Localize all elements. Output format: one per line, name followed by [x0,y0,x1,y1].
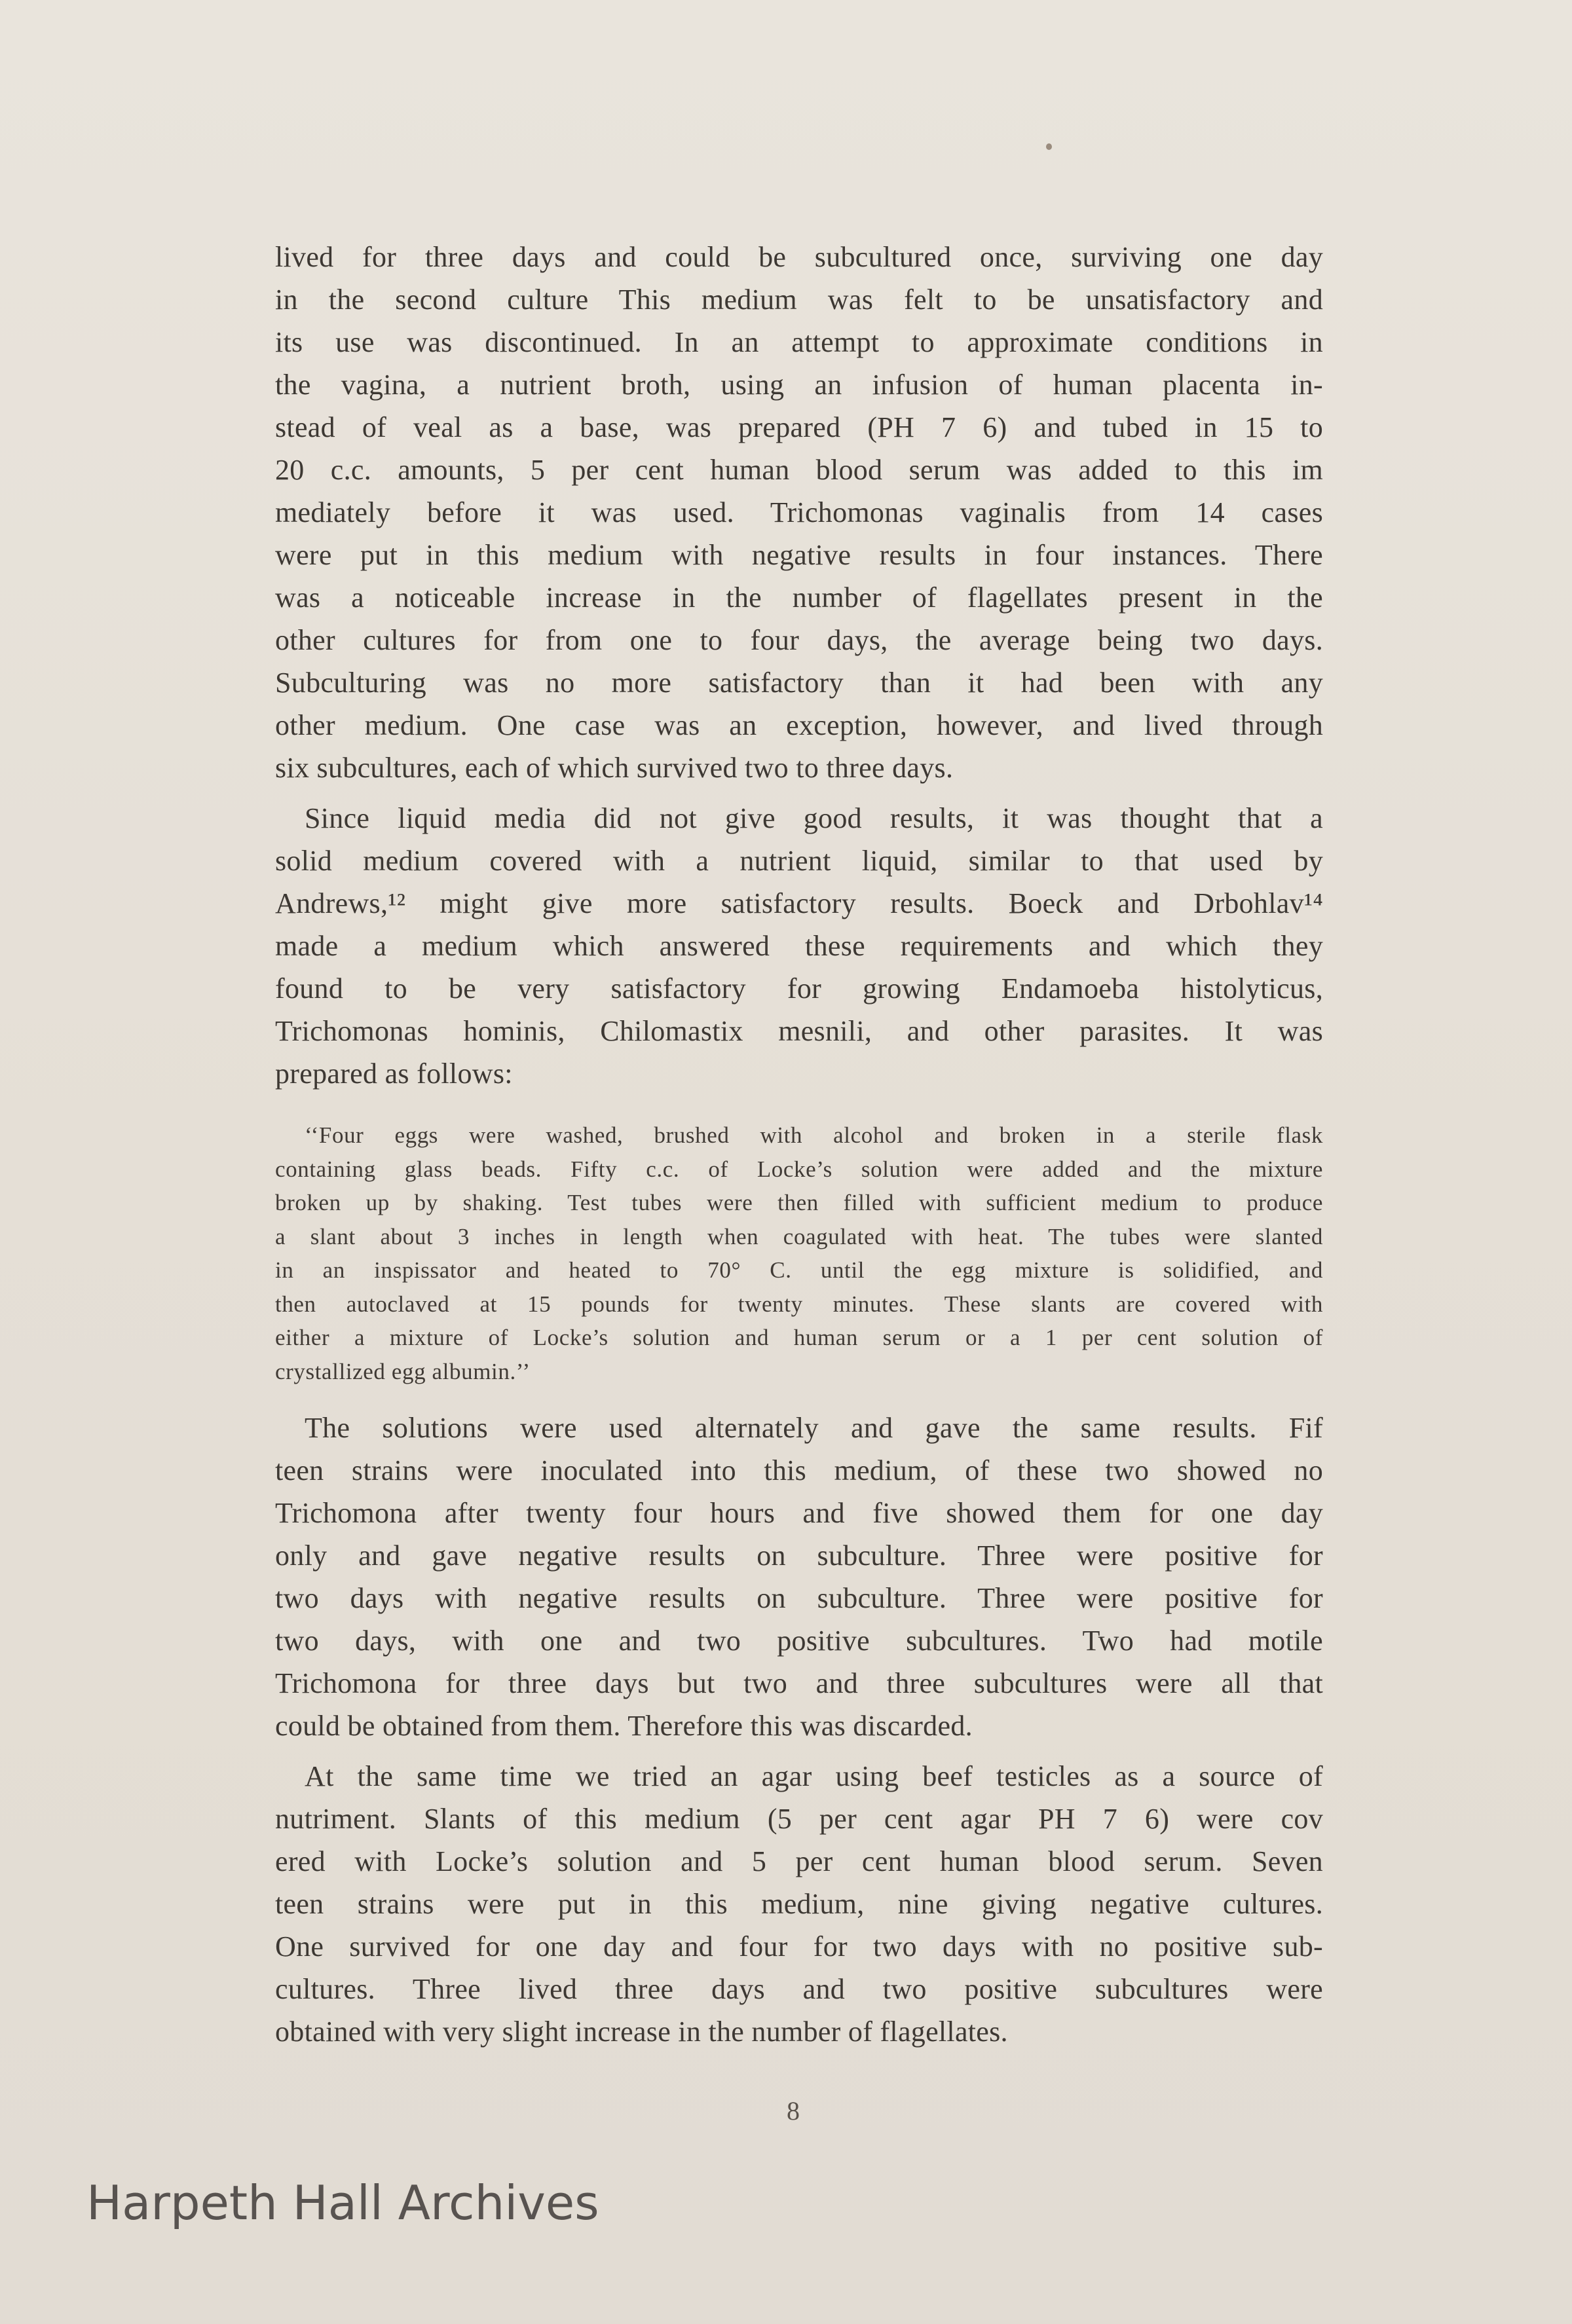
text-line: mediately before it was used. Trichomonas vaginalis from 14 cases [275,496,1323,528]
text-line: At the same time we tried an agar using beef testicles as a source of [305,1760,1323,1792]
text-line: Subculturing was no more satisfactory than it had been with any [275,667,1323,699]
paper-speck [1046,143,1052,150]
text-line: obtained with very slight increase in the number of flagellates. [275,2016,1008,2048]
text-line: cultures. Three lived three days and two positive subcultures were [275,1973,1323,2005]
paragraph-continuation [275,236,1323,789]
text-line: 20 c.c. amounts, 5 per cent human blood serum was added to this im [275,454,1323,486]
text-line: were put in this medium with negative results in four instances. There [275,539,1323,571]
text-line: in the second culture This medium was felt to be unsatisfactory and [275,284,1323,316]
text-line: could be obtained from them. Therefore this was discarded. [275,1710,973,1742]
quote-line: ‘‘Four eggs were washed, brushed with alcohol and broken in a sterile flask [305,1122,1323,1148]
text-line: teen strains were put in this medium, nine giving negative cultures. [275,1888,1323,1920]
text-line: lived for three days and could be subcultured once, surviving one day [275,241,1323,273]
text-line: teen strains were inoculated into this medium, of these two showed no [275,1454,1323,1486]
text-line: One survived for one day and four for two days with no positive sub- [275,1930,1323,1963]
text-line: other medium. One case was an exception, however, and lived through [275,709,1323,741]
block-quote [275,1118,1323,1388]
text-line: Andrews,¹² might give more satisfactory results. Boeck and Drbohlav¹⁴ [275,887,1323,919]
page-number: 8 [787,2096,800,2126]
text-line: only and gave negative results on subculture. Three were positive for [275,1540,1323,1572]
paragraph-agar [275,1755,1323,2053]
text-line: Trichomona after twenty four hours and five showed them for one day [275,1497,1323,1529]
quote-line: broken up by shaking. Test tubes were then filled with sufficient medium to produce [275,1190,1323,1215]
text-line: Trichomona for three days but two and three subcultures were all that [275,1667,1323,1699]
text-line: found to be very satisfactory for growing Endamoeba histolyticus, [275,972,1323,1005]
quote-line: either a mixture of Locke’s solution and human serum or a 1 per cent solution of [275,1325,1323,1350]
paragraph-solutions [275,1407,1323,1747]
text-line: the vagina, a nutrient broth, using an infusion of human placenta in- [275,369,1323,401]
text-line: Trichomonas hominis, Chilomastix mesnili, and other parasites. It was [275,1015,1323,1047]
quote-line: then autoclaved at 15 pounds for twenty minutes. These slants are covered with [275,1291,1323,1317]
text-line: was a noticeable increase in the number of flagellates present in the [275,581,1323,614]
text-line: nutriment. Slants of this medium (5 per cent agar PH 7 6) were cov [275,1803,1323,1835]
text-line: solid medium covered with a nutrient liquid, similar to that used by [275,845,1323,877]
text-line: Since liquid media did not give good results, it was thought that a [305,802,1323,834]
archive-watermark: Harpeth Hall Archives [86,2175,599,2230]
text-line: The solutions were used alternately and gave the same results. Fif [305,1412,1323,1444]
text-line: six subcultures, each of which survived two to three days. [275,752,954,784]
text-line: prepared as follows: [275,1058,513,1090]
text-line: ered with Locke’s solution and 5 per cent human blood serum. Seven [275,1845,1323,1877]
quote-line: a slant about 3 inches in length when coagulated with heat. The tubes were slanted [275,1223,1323,1249]
quote-line: in an inspissator and heated to 70° C. until the egg mixture is solidified, and [275,1257,1323,1283]
text-line: other cultures for from one to four days, the average being two days. [275,624,1323,656]
text-line: two days with negative results on subculture. Three were positive for [275,1582,1323,1614]
paragraph-liquid-media [275,797,1323,1095]
text-body [275,236,1323,2053]
quote-line: crystallized egg albumin.’’ [275,1358,531,1384]
text-line: two days, with one and two positive subcultures. Two had motile [275,1625,1323,1657]
text-line: its use was discontinued. In an attempt to approximate conditions in [275,326,1323,358]
text-line: stead of veal as a base, was prepared (PH 7 6) and tubed in 15 to [275,411,1323,443]
text-line: made a medium which answered these requirements and which they [275,930,1323,962]
quote-line: containing glass beads. Fifty c.c. of Locke’s solution were added and the mixture [275,1156,1323,1182]
